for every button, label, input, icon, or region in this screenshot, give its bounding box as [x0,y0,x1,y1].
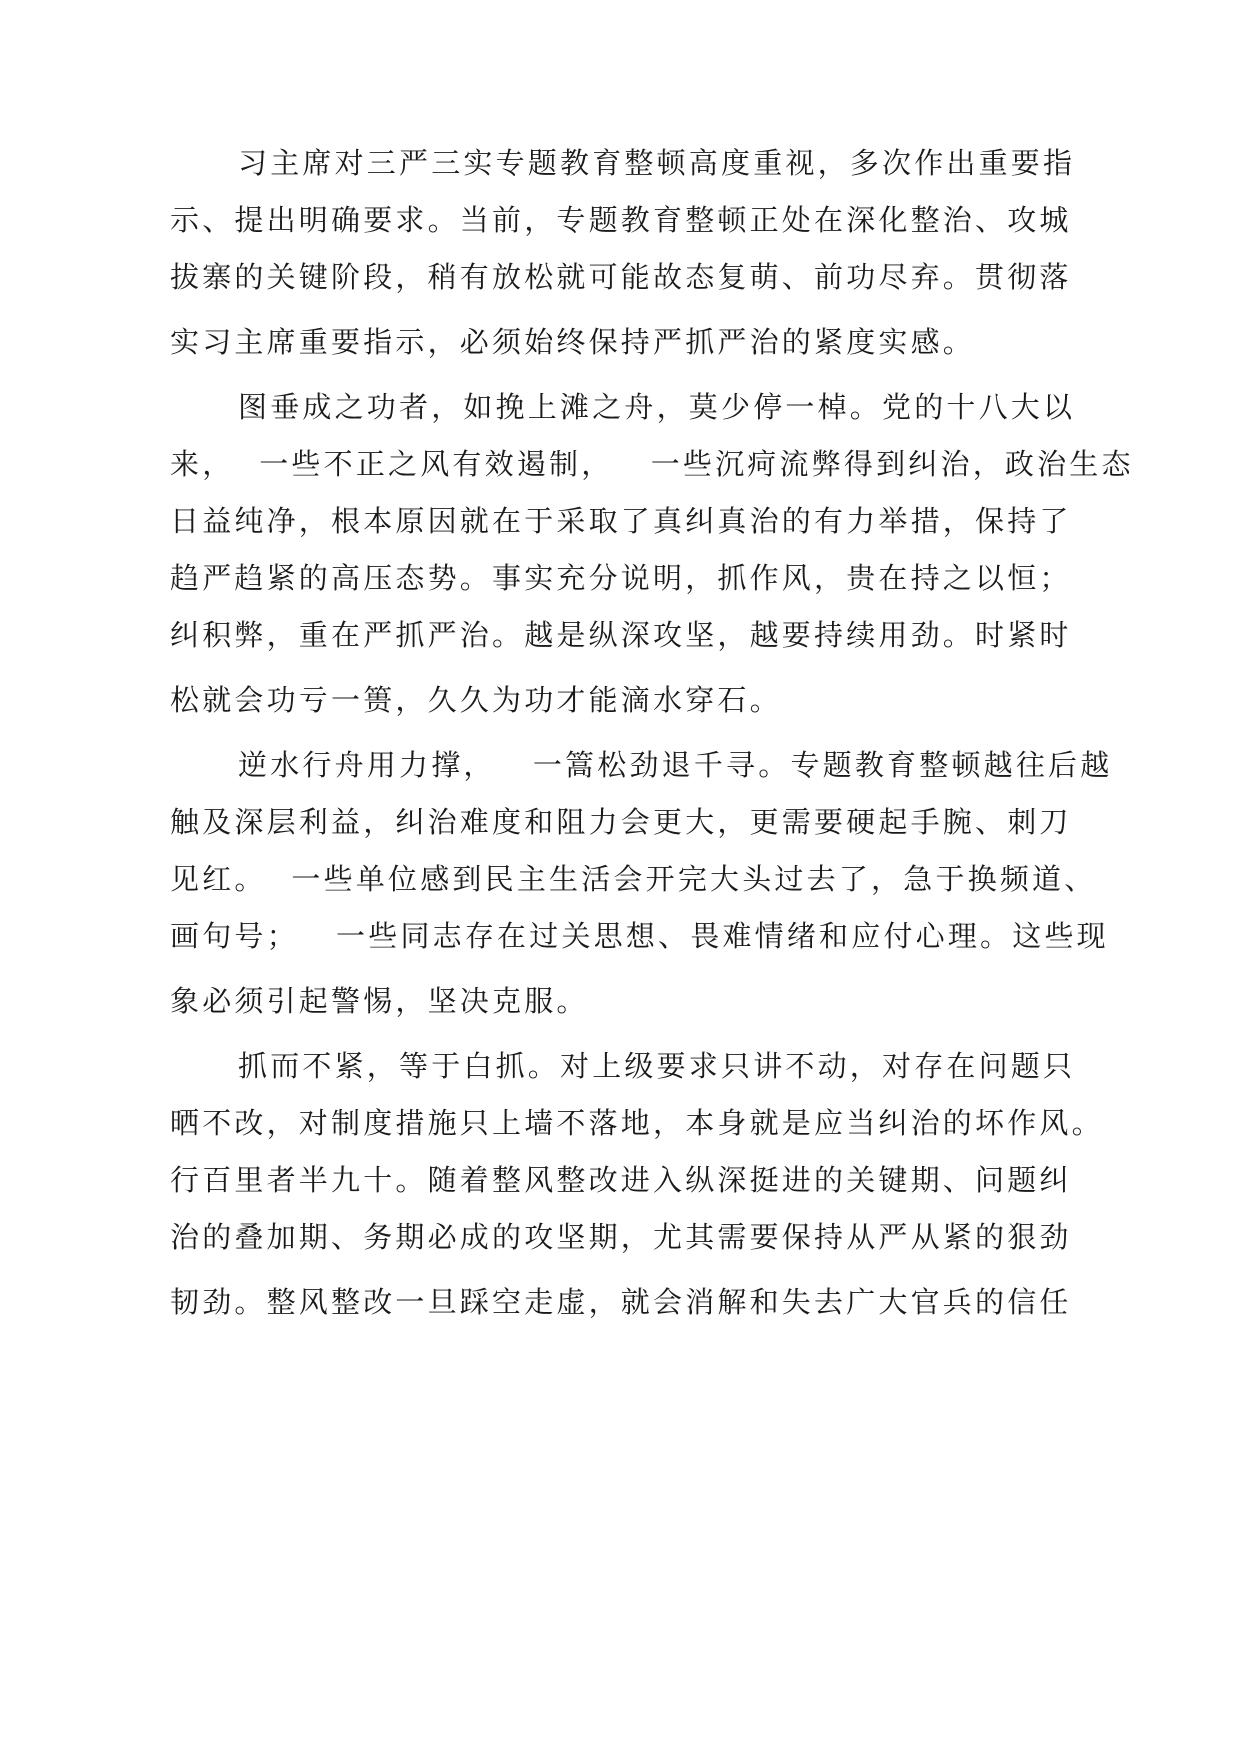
paragraph-line: 见红。 一些单位感到民主生活会开完大头过去了，急于换频道、 [170,862,1097,896]
paragraph-line: 晒不改，对制度措施只上墙不落地，本身就是应当纠治的坏作风。 [170,1106,1104,1140]
paragraph-line: 触及深层利益，纠治难度和阻力会更大，更需要硬起手腕、刺刀 [170,805,1072,839]
paragraph-line: 逆水行舟用力撑， 一篙松劲退千寻。专题教育整顿越往后越 [238,748,1113,782]
paragraph-line: 示、提出明确要求。当前，专题教育整顿正处在深化整治、攻城 [170,203,1072,237]
paragraph-line: 实习主席重要指示，必须始终保持严抓严治的紧度实感。 [170,325,976,359]
paragraph-line: 习主席对三严三实专题教育整顿高度重视，多次作出重要指 [238,146,1076,180]
paragraph-4 [170,1038,1104,1339]
paragraph-line: 行百里者半九十。随着整风整改进入纵深挺进的关键期、问题纠 [170,1163,1072,1197]
paragraph-line: 画句号； 一些同志存在过关思想、畏难情绪和应付心理。这些现 [170,919,1109,953]
document-body [170,135,1134,1339]
paragraph-1 [170,135,1090,379]
paragraph-line: 韧劲。整风整改一旦踩空走虚，就会消解和失去广大官兵的信任 [170,1285,1072,1319]
paragraph-line: 日益纯净，根本原因就在于采取了真纠真治的有力举措，保持了 [170,504,1072,538]
paragraph-line: 图垂成之功者，如挽上滩之舟，莫少停一棹。党的十八大以 [238,390,1076,424]
paragraph-line: 抓而不紧，等于白抓。对上级要求只讲不动，对存在问题只 [238,1049,1076,1083]
paragraph-line: 拔寨的关键阶段，稍有放松就可能故态复萌、前功尽弃。贯彻落 [170,260,1072,294]
paragraph-line: 松就会功亏一篑，久久为功才能滴水穿石。 [170,683,782,717]
paragraph-3 [170,737,1113,1038]
paragraph-2 [170,379,1134,737]
paragraph-line: 象必须引起警惕，坚决克服。 [170,984,589,1018]
paragraph-line: 来， 一些不正之风有效遏制， 一些沉疴流弊得到纠治，政治生态 [170,447,1134,481]
paragraph-line: 治的叠加期、务期必成的攻坚期，尤其需要保持从严从紧的狠劲 [170,1220,1072,1254]
paragraph-line: 趋严趋紧的高压态势。事实充分说明，抓作风，贵在持之以恒； [170,561,1072,595]
paragraph-line: 纠积弊，重在严抓严治。越是纵深攻坚，越要持续用劲。时紧时 [170,618,1072,652]
